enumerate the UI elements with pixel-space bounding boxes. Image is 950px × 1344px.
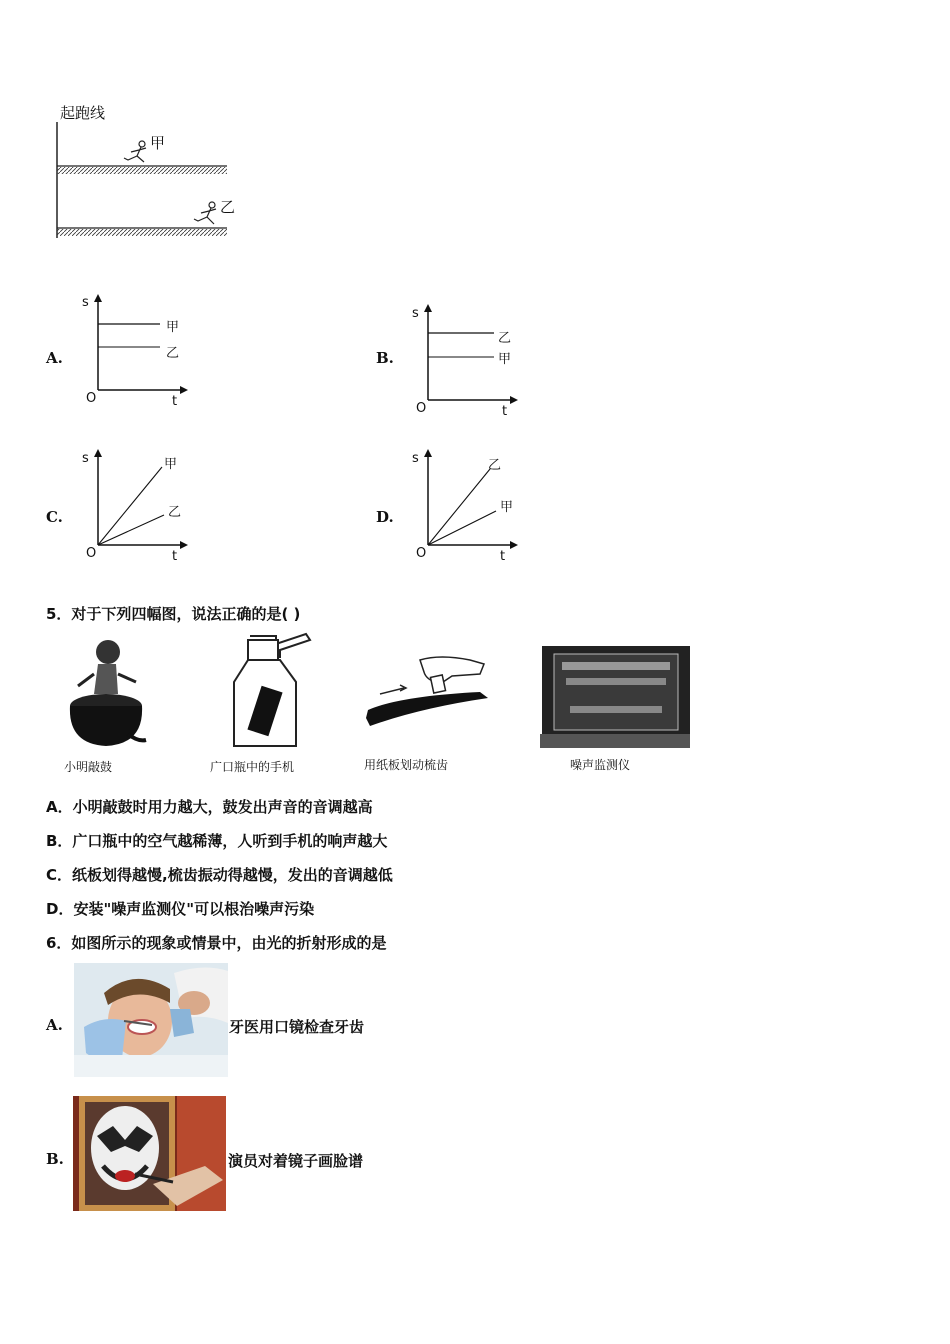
track-figure	[52, 100, 242, 245]
origin-label: O	[86, 546, 97, 561]
line-label-bottom: 乙	[166, 346, 180, 361]
q5-option-d[interactable]: D．安装"噪声监测仪"可以根治噪声污染	[46, 900, 315, 918]
q5-image-monitor	[540, 644, 695, 772]
q6-option-label: B.	[46, 1150, 64, 1168]
graph-option-label: D.	[376, 508, 394, 526]
q6-stem: 6．如图所示的现象或情景中，由光的折射形成的是	[46, 934, 387, 952]
line-label-top: 乙	[488, 458, 502, 473]
q6-option-label: A.	[46, 1016, 63, 1034]
line-label-top: 甲	[164, 457, 178, 472]
track-drawing	[52, 100, 242, 245]
origin-label: O	[416, 546, 427, 561]
axis-t-label: t	[502, 404, 508, 419]
graph-option-label: B.	[376, 349, 394, 367]
runner-a-icon	[124, 141, 146, 162]
q6-option-a-text[interactable]: 牙医用口镜检查牙齿	[229, 1018, 365, 1036]
opera-mask-photo	[73, 1096, 226, 1211]
graph-c	[78, 445, 198, 570]
q5-image-comb	[360, 650, 495, 772]
line-label-top: 甲	[166, 320, 180, 335]
q5-caption: 广口瓶中的手机	[210, 760, 295, 774]
q5-stem: 5．对于下列四幅图，说法正确的是( )	[46, 605, 301, 623]
graph-a	[78, 290, 198, 410]
runner-a-label: 甲	[150, 134, 166, 152]
graph-option-label: A.	[46, 349, 63, 367]
axis-s-label: s	[82, 295, 89, 310]
line-label-bottom: 甲	[500, 500, 514, 515]
axis-t-label: t	[172, 549, 178, 564]
dentist-photo	[74, 963, 228, 1077]
axis-t-label: t	[172, 394, 178, 409]
graph-b	[408, 300, 528, 420]
origin-label: O	[416, 401, 427, 416]
origin-label: O	[86, 391, 97, 406]
q5-option-b[interactable]: B．广口瓶中的空气越稀薄，人听到手机的响声越大	[46, 832, 388, 850]
graph-option-label: C.	[46, 508, 63, 526]
start-line-label: 起跑线	[60, 104, 106, 122]
q5-image-drum	[58, 634, 153, 774]
q5-image-jar	[210, 632, 330, 774]
runner-b-label: 乙	[220, 198, 236, 216]
q5-option-a[interactable]: A．小明敲鼓时用力越大，鼓发出声音的音调越高	[46, 798, 373, 816]
axis-s-label: s	[412, 306, 419, 321]
runner-b-icon	[194, 202, 216, 224]
graph-d	[408, 445, 528, 570]
line-label-bottom: 甲	[498, 352, 512, 367]
axis-s-label: s	[82, 451, 89, 466]
q5-caption: 用纸板划动梳齿	[364, 758, 449, 772]
line-label-bottom: 乙	[168, 505, 182, 520]
q5-caption: 小明敲鼓	[64, 760, 113, 774]
q5-caption: 噪声监测仪	[570, 758, 631, 772]
line-label-top: 乙	[498, 331, 512, 346]
axis-t-label: t	[500, 549, 506, 564]
q5-option-c[interactable]: C．纸板划得越慢,梳齿振动得越慢，发出的音调越低	[46, 866, 393, 884]
q6-option-b-text[interactable]: 演员对着镜子画脸谱	[228, 1152, 364, 1170]
axis-s-label: s	[412, 451, 419, 466]
